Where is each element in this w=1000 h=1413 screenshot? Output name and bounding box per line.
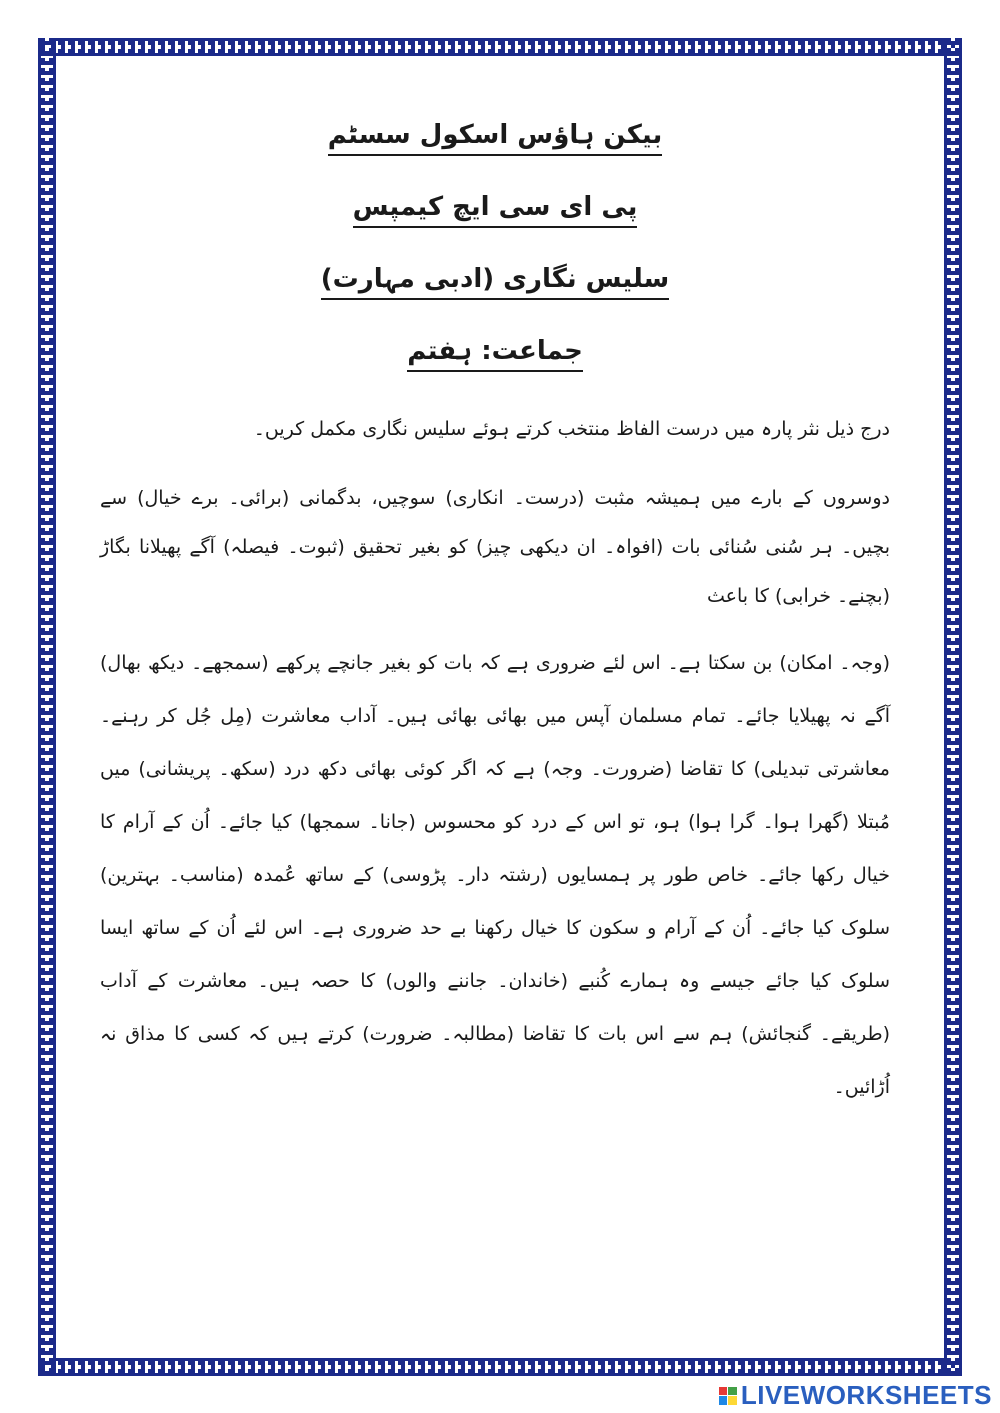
paragraph-2: (وجہ۔ امکان) بن سکتا ہے۔ اس لئے ضروری ہے کہ بات کو بغیر جانچے پرکھے (سمجھے۔ دیکھ بھال) آگے نہ پھیلایا جائے۔ تمام مسلمان آپس میں بھائی بھائی ہیں۔ آداب معاشرت (مِل جُل کر رہنے۔ معاشرتی تبدیلی) کا تقاضا (ضرورت۔ وجہ) ہے کہ اگر کوئی بھائی دکھ درد (سکھ۔ پریشانی) میں مُبتلا (گھرا ہوا۔ گرا ہوا) ہو، تو اس کے درد کو محسوس (جانا۔ سمجھا) کیا جائے۔ اُن کے آرام کا خیال رکھا جائے۔ خاص طور پر ہمسایوں (رشتہ دار۔ پڑوسی) کے ساتھ عُمدہ (مناسب۔ بہترین) سلوک کیا جائے۔ اُن کے آرام و سکون کا خیال رکھنا بے حد ضروری ہے۔ اس لئے اُن کے ساتھ ایسا سلوک کیا جائے جیسے وہ ہمارے کُنبے (خاندان۔ جاننے والوں) کا حصہ ہیں۔ معاشرت کے آداب (طریقے۔ گنجائش) ہم سے اس بات کا تقاضا (مطالبہ۔ ضرورت) کرتے ہیں کہ کسی کا مذاق نہ اُڑائیں۔ — [100, 652, 890, 1098]
border-bottom — [38, 1358, 962, 1376]
subject-title: سلیس نگاری (ادبی مہارت) — [321, 264, 669, 300]
liveworksheets-watermark — [719, 1380, 992, 1411]
paragraph-1: دوسروں کے بارے میں ہمیشہ مثبت (درست۔ انکاری) سوچیں، بدگمانی (برائی۔ برے خیال) سے بچیں۔ ہر سُنی سُنائی بات (افواہ۔ ان دیکھی چیز) کو بغیر تحقیق (ثبوت۔ فیصلہ) آگے پھیلانا بگاڑ (بچنے۔ خرابی) کا باعث — [100, 487, 890, 607]
header — [100, 120, 890, 408]
campus-title: پی ای سی ایچ کیمپس — [353, 192, 638, 228]
watermark-text: LIVEWORKSHEETS — [740, 1380, 992, 1410]
border-left — [38, 38, 56, 1376]
border-top — [38, 38, 962, 56]
school-title: بیکن ہاؤس اسکول سسٹم — [328, 120, 663, 156]
border-right — [944, 38, 962, 1376]
instruction-text: درج ذیل نثر پارہ میں درست الفاظ منتخب کرتے ہوئے سلیس نگاری مکمل کریں۔ — [253, 418, 890, 440]
liveworksheets-logo-icon — [719, 1387, 737, 1405]
grade-title: جماعت: ہفتم — [407, 336, 583, 372]
worksheet-content — [100, 120, 890, 1114]
